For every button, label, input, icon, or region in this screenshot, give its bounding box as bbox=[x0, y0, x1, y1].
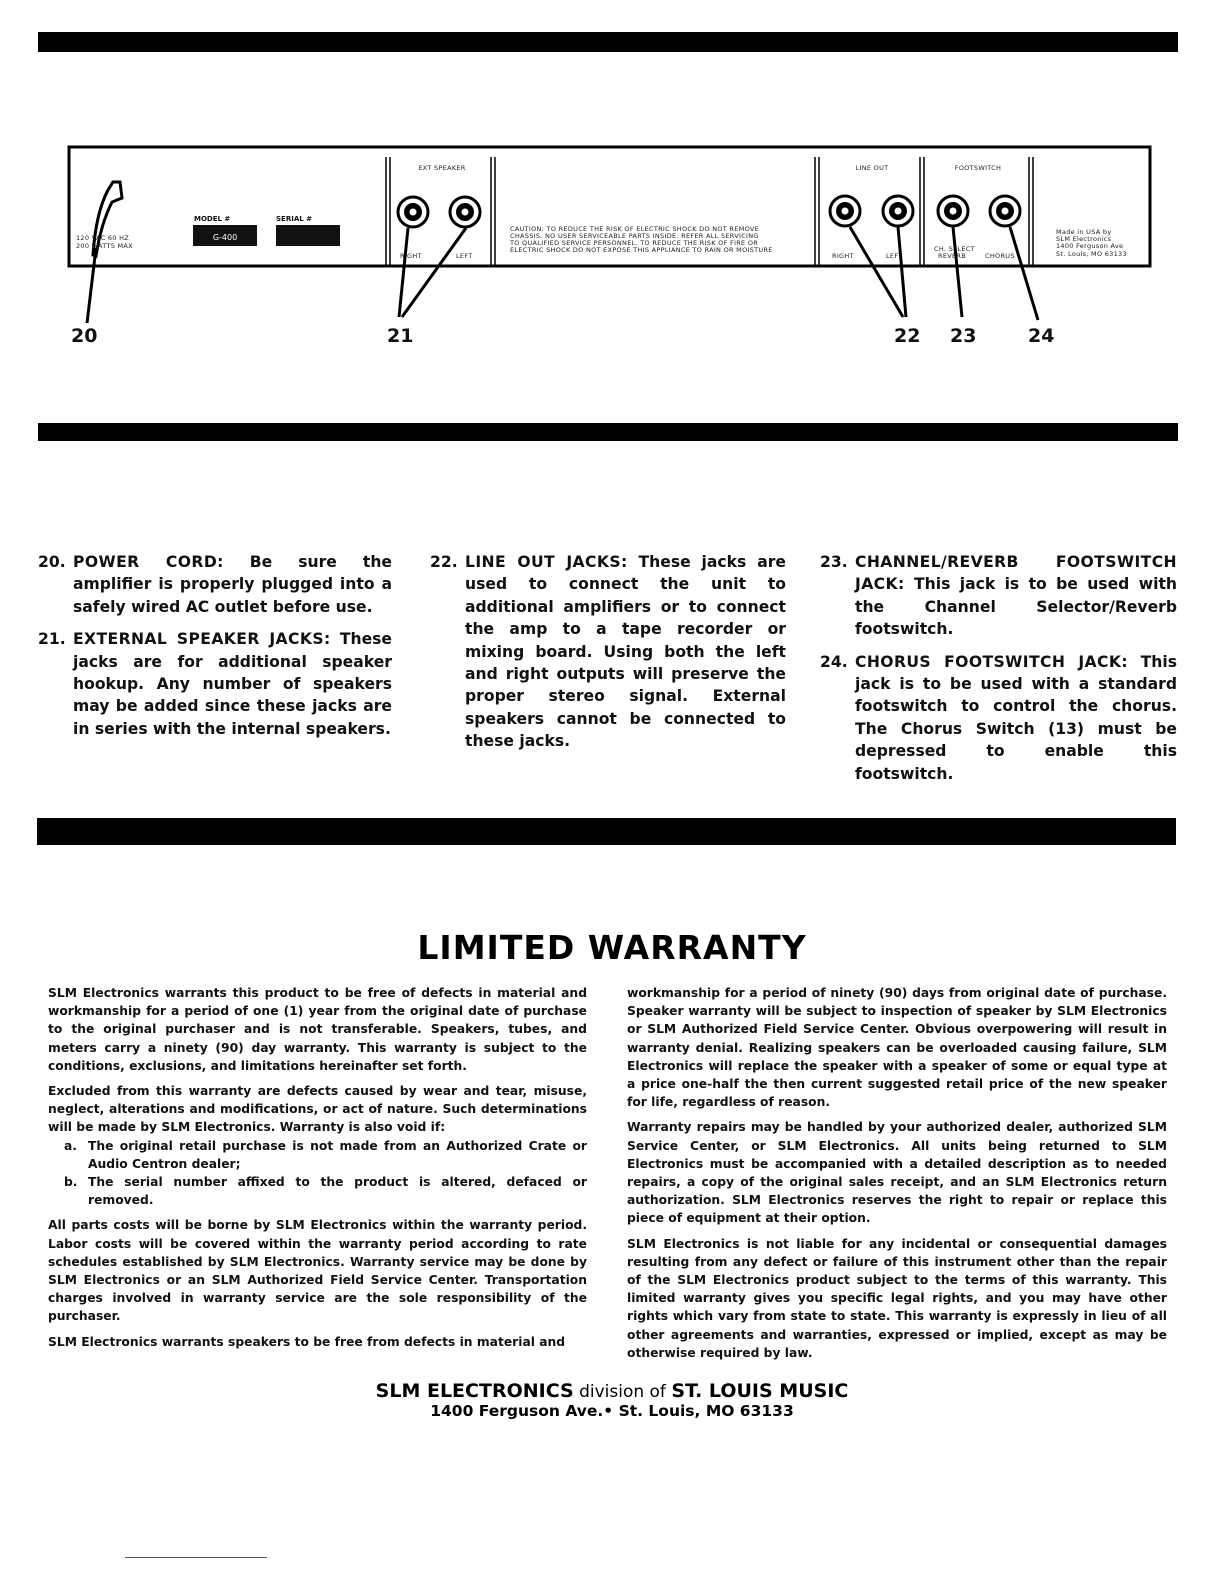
made-in-line-4: St. Louis, MO 63133 bbox=[1056, 250, 1127, 258]
feature-24 bbox=[820, 651, 1177, 785]
serial-box bbox=[276, 225, 340, 246]
voltage-line2: 200 WATTS MAX bbox=[76, 242, 133, 250]
warranty-void-list bbox=[48, 1137, 587, 1210]
feature-heading: EXTERNAL SPEAKER JACKS: bbox=[73, 630, 331, 649]
feature-heading: CHORUS FOOTSWITCH JACK: bbox=[855, 652, 1128, 671]
model-value: G-400 bbox=[212, 233, 238, 242]
feature-number: 20. bbox=[38, 553, 66, 571]
ch-reverb-jack-icon bbox=[938, 196, 968, 226]
caution-line-1: CAUTION: TO REDUCE THE RISK OF ELECTRIC SHOCK DO NOT REMOVE bbox=[510, 225, 760, 233]
line-out-label: LINE OUT bbox=[855, 164, 889, 172]
ext-speaker-label: EXT SPEAKER bbox=[418, 164, 466, 172]
callout-24: 24 bbox=[1028, 325, 1055, 347]
feature-number: 24. bbox=[820, 652, 848, 671]
list-item bbox=[48, 1173, 587, 1209]
warranty-paragraph-4: SLM Electronics warrants speakers to be free from defects in material and bbox=[48, 1334, 566, 1349]
warranty-paragraph-5: workmanship for a period of ninety (90) days from original date of purchase. Speaker warranty will be subject to inspection of speaker by SLM Electronics or SLM Authorized Field Service Center. Obvious overpowering will result in warranty denial. Realizing speakers can be overloaded causing failure, SLM Electronics will replace the speaker with a speaker of some or equal type at a price one-half the then current suggested retail price of the new speaker for life, regardless of reason. bbox=[627, 986, 1167, 1110]
footswitch-label: FOOTSWITCH bbox=[954, 164, 1002, 172]
features-column-1 bbox=[38, 551, 392, 750]
line-right-label: RIGHT bbox=[832, 252, 854, 260]
feature-number: 23. bbox=[820, 553, 848, 571]
feature-22 bbox=[430, 551, 786, 753]
feature-text: This jack is to be used with a standard footswitch to control the chorus. The Chorus Switch (13) must be depressed to enable this footswitch. bbox=[855, 652, 1177, 783]
list-item-text: The original retail purchase is not made from an Authorized Crate or Audio Centron dealer; bbox=[88, 1138, 587, 1171]
callout-21: 21 bbox=[387, 325, 414, 347]
model-label: MODEL # bbox=[194, 215, 231, 223]
company-footer bbox=[0, 1380, 1224, 1420]
line-out-right-jack-icon bbox=[830, 196, 860, 226]
caution-line-3: TO QUALIFIED SERVICE PERSONNEL. TO REDUCE THE RISK OF FIRE OR bbox=[510, 239, 759, 247]
made-in-line-2: SLM Electronics bbox=[1056, 235, 1112, 243]
warranty-title: LIMITED WARRANTY bbox=[417, 928, 807, 967]
feature-text: This jack is to be used with the Channel Selector/Reverb footswitch. bbox=[855, 575, 1177, 639]
ch-select-label: CH. SELECT bbox=[934, 245, 975, 253]
top-divider-bar bbox=[38, 32, 1178, 52]
footer-address: 1400 Ferguson Ave.• St. Louis, MO 63133 bbox=[430, 1402, 794, 1420]
bottom-rule bbox=[125, 1557, 267, 1558]
feature-21 bbox=[38, 628, 392, 740]
feature-20 bbox=[38, 551, 392, 618]
caution-line-4: ELECTRIC SHOCK DO NOT EXPOSE THIS APPLIANCE TO RAIN OR MOISTURE bbox=[510, 246, 773, 254]
warranty-paragraph-2: Excluded from this warranty are defects caused by wear and tear, misuse, neglect, alterations and modifications, or act of nature. Such determinations will be made by SLM Electronics. Warranty is also void if: bbox=[48, 1084, 587, 1135]
footer-company-line bbox=[0, 1380, 1224, 1402]
feature-23 bbox=[820, 551, 1177, 641]
voltage-line1: 120 VAC 60 HZ bbox=[76, 234, 130, 242]
made-in-line-3: 1400 Ferguson Ave bbox=[1056, 242, 1124, 250]
list-item-label: b. bbox=[64, 1175, 78, 1190]
caution-line-2: CHASSIS. NO USER SERVICEABLE PARTS INSIDE. REFER ALL SERVICING bbox=[510, 232, 759, 240]
footer-division: division of bbox=[573, 1382, 672, 1402]
warranty-column-right bbox=[627, 984, 1167, 1369]
line-out-left-jack-icon bbox=[883, 196, 913, 226]
features-column-3 bbox=[820, 551, 1177, 795]
middle-divider-bar bbox=[38, 423, 1178, 441]
ext-right-label: RIGHT bbox=[400, 252, 422, 260]
warranty-column-left bbox=[48, 984, 587, 1358]
chorus-jack-icon bbox=[990, 196, 1020, 226]
serial-label: SERIAL # bbox=[276, 215, 312, 223]
feature-heading: LINE OUT JACKS: bbox=[465, 553, 628, 571]
list-item bbox=[48, 1137, 587, 1173]
feature-heading: CHANNEL/REVERB FOOTSWITCH JACK: bbox=[855, 553, 1177, 594]
list-item-label: a. bbox=[64, 1138, 77, 1153]
warranty-paragraph-7: SLM Electronics is not liable for any incidental or consequential damages resulting from any defect or failure of this instrument other than the repair of the SLM Electronics product subject to the terms of this warranty. This limited warranty gives you specific legal rights, and you may have other rights which vary from state to state. This warranty is expressly in lieu of all other agreements and warranties, expressed or implied, except as may be otherwise required by law. bbox=[627, 1236, 1167, 1360]
callout-20: 20 bbox=[71, 325, 98, 347]
list-item-text: The serial number affixed to the product is altered, defaced or removed. bbox=[88, 1175, 587, 1208]
footer-parent: ST. LOUIS MUSIC bbox=[671, 1380, 849, 1402]
feature-text: These jacks are used to connect the unit to additional amplifiers or to connect the amp to a tape recorder or mixing board. Using both the left and right outputs will preserve the proper stereo signal. External speakers cannot be connected to these jacks. bbox=[465, 553, 786, 751]
feature-heading: POWER CORD: bbox=[73, 553, 224, 571]
chorus-label: CHORUS bbox=[985, 252, 1015, 260]
warranty-paragraph-3: All parts costs will be borne by SLM Electronics within the warranty period. Labor costs will be covered within the warranty period according to rate schedules established by SLM Electronics. Warranty service may be done by SLM Electronics or an SLM Authorized Field Service Center. Transportation charges involved in warranty service are the sole responsibility of the purchaser. bbox=[48, 1218, 587, 1324]
ext-speaker-right-jack-icon bbox=[398, 197, 428, 227]
feature-number: 21. bbox=[38, 630, 66, 649]
ext-left-label: LEFT bbox=[456, 252, 473, 260]
line-left-label: LEFT bbox=[886, 252, 903, 260]
feature-number: 22. bbox=[430, 553, 458, 571]
feature-text: These jacks are for additional speaker hookup. Any number of speakers may be added since these jacks are in series with the internal speakers. bbox=[73, 630, 392, 738]
feature-text: Be sure the amplifier is properly plugged into a safely wired AC outlet before use. bbox=[73, 553, 392, 616]
footer-company: SLM ELECTRONICS bbox=[375, 1380, 574, 1402]
warranty-paragraph-1: SLM Electronics warrants this product to be free of defects in material and workmanship for a period of one (1) year from the original date of purchase to the original purchaser and is not transferable. Speakers, tubes, and meters carry a ninety (90) day warranty. This warranty is subject to the conditions, exclusions, and limitations hereinafter set forth. bbox=[48, 986, 587, 1073]
reverb-label: REVERB bbox=[938, 252, 966, 260]
made-in-line-1: Made in USA by bbox=[1056, 228, 1112, 236]
warranty-divider-bar bbox=[37, 818, 1176, 845]
ext-speaker-left-jack-icon bbox=[450, 197, 480, 227]
callout-22: 22 bbox=[894, 325, 921, 347]
features-column-2 bbox=[430, 551, 786, 763]
warranty-paragraph-6: Warranty repairs may be handled by your authorized dealer, authorized SLM Service Center, or SLM Electronics. All units being returned to SLM Electronics must be accompanied with a detailed description as to needed repairs, a copy of the original sales receipt, and an SLM Electronics return authorization. SLM Electronics reserves the right to repair or replace this piece of equipment at their option. bbox=[627, 1120, 1167, 1226]
callout-23: 23 bbox=[950, 325, 977, 347]
